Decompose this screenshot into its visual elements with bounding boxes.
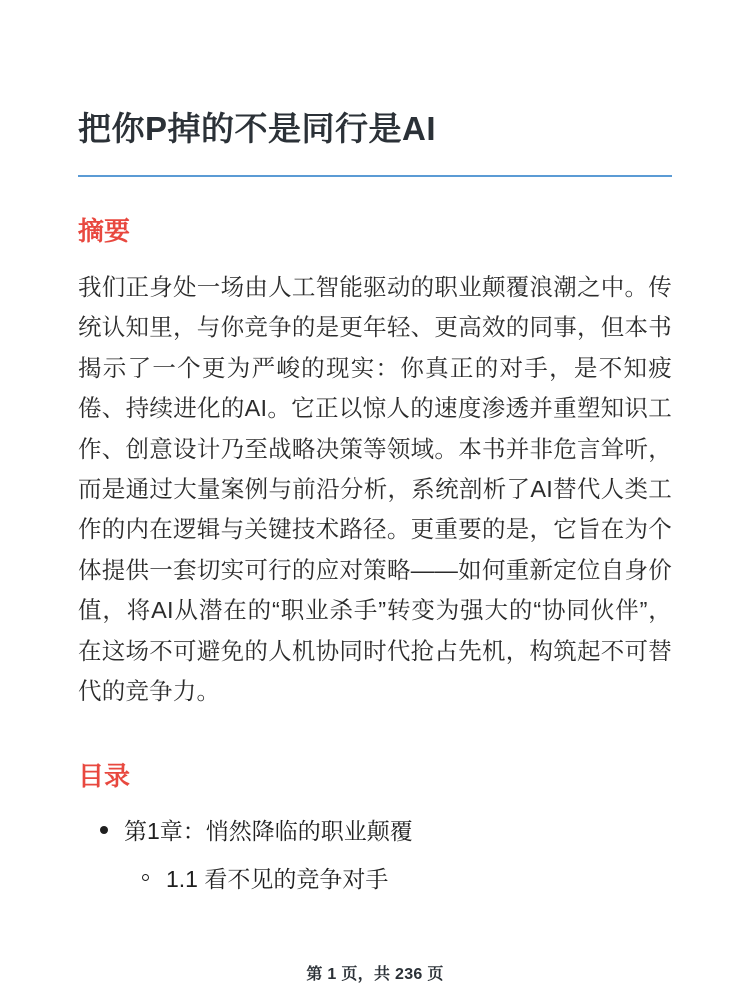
list-item[interactable] (124, 861, 672, 898)
list-item[interactable] (78, 813, 672, 899)
bullet-circle-icon (142, 874, 149, 881)
toc-sublist (124, 861, 672, 898)
toc-list (78, 813, 672, 899)
abstract-heading: 摘要 (78, 216, 131, 247)
abstract-body: 我们正身处一场由人工智能驱动的职业颠覆浪潮之中。传统认知里，与你竞争的是更年轻、更高效的同事，但本书揭示了一个更为严峻的现实：你真正的对手，是不知疲倦、持续进化的AI。它正以惊人的速度渗透并重塑知识工作、创意设计乃至战略决策等领域。本书并非危言耸听，而是通过大量案例与前沿分析，系统剖析了AI替代人类工作的内在逻辑与关键技术路径。更重要的是，它旨在为个体提供一套切实可行的应对策略——如何重新定位自身价值，将AI从潜在的“职业杀手”转变为强大的“协同伙伴”，在这场不可避免的人机协同时代抢占先机，构筑起不可替代的竞争力。 (78, 274, 672, 705)
toc-chapter-label: 第1章：悄然降临的职业颠覆 (124, 817, 413, 844)
toc-heading: 目录 (78, 760, 131, 791)
bullet-disc-icon (100, 826, 108, 834)
toc-section-label: 1.1 看不见的竞争对手 (166, 866, 389, 893)
page-title: 把你P掉的不是同行是AI (78, 110, 437, 147)
page-footer: 第 1 页，共 236 页 (306, 966, 444, 983)
title-divider (78, 175, 672, 177)
